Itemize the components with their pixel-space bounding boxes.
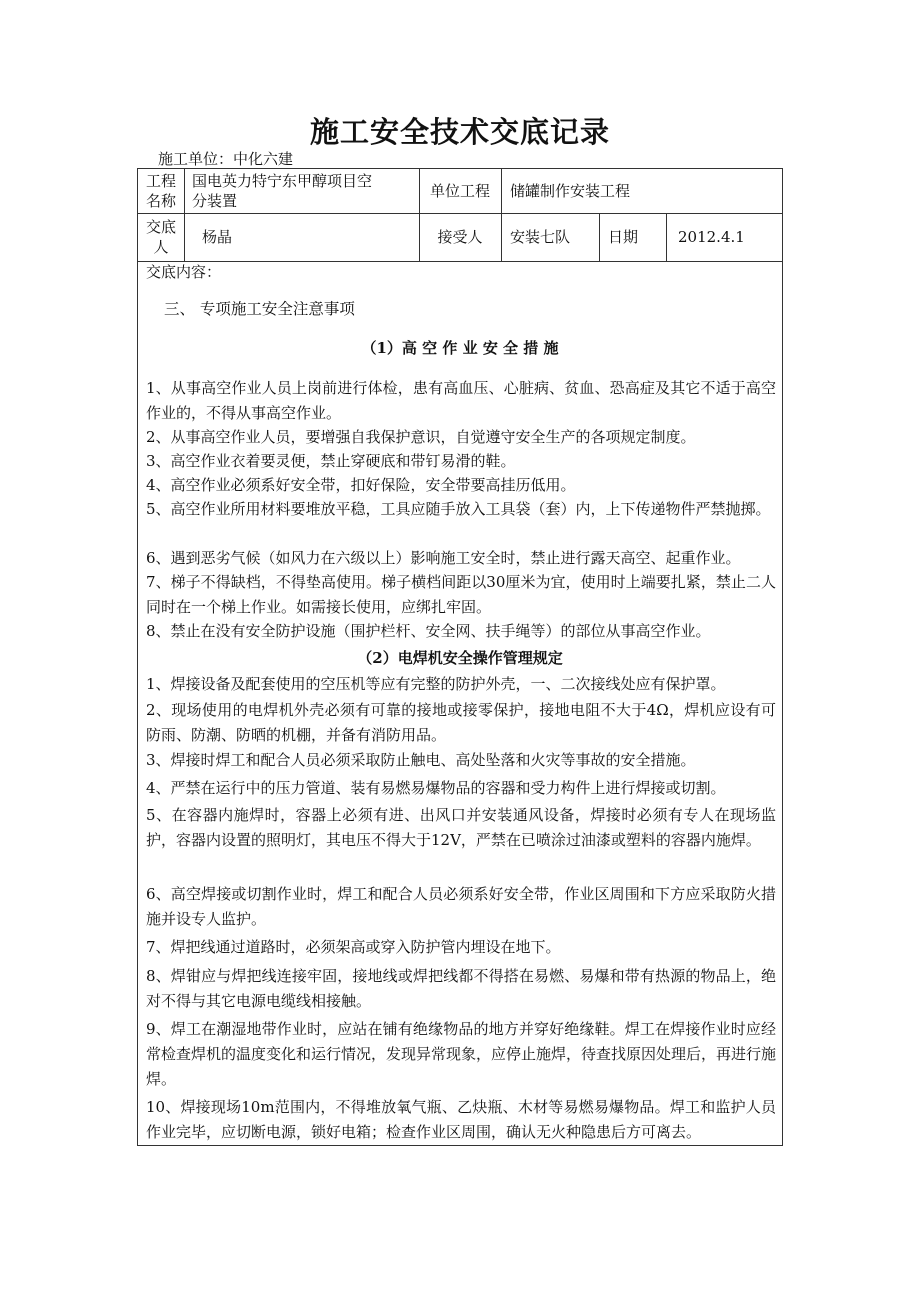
briefer-label-line1: 交底 <box>145 218 176 236</box>
list-item: 9、焊工在潮湿地带作业时，应站在铺有绝缘物品的地方并穿好绝缘鞋。焊工在焊接作业时应经常检查焊机的温度变化和运行情况，发现异常现象，应停止施焊，待查找原因处理后，再进行施焊。 <box>146 1020 777 1088</box>
row-divider <box>138 261 782 262</box>
date-label: 日期 <box>608 228 639 246</box>
project-label-line1: 工程 <box>145 172 176 190</box>
list-item: 4、严禁在运行中的压力管道、装有易燃易爆物品的容器和受力构件上进行焊接或切割。 <box>146 779 726 797</box>
construction-unit: 施工单位：中化六建 <box>158 150 294 168</box>
list-item: 3、焊接时焊工和配合人员必须采取防止触电、高处坠落和火灾等事故的安全措施。 <box>146 751 696 769</box>
list-item: 1、焊接设备及配套使用的空压机等应有完整的防护外壳，一、二次接线处应有保护罩。 <box>146 675 726 693</box>
project-label-line2: 名称 <box>145 192 176 210</box>
list-item: 6、遇到恶劣气候（如风力在六级以上）影响施工安全时，禁止进行露天高空、起重作业。 <box>146 549 741 567</box>
unit-project-label: 单位工程 <box>429 182 490 200</box>
receiver-value: 安装七队 <box>510 228 571 246</box>
project-label-cell <box>138 169 184 213</box>
list-item: 6、高空焊接或切割作业时，焊工和配合人员必须系好安全带，作业区周围和下方应采取防火措施并设专人监护。 <box>146 885 776 928</box>
project-name-line2: 分装置 <box>192 192 238 210</box>
page-title: 施工安全技术交底记录 <box>309 115 610 149</box>
subsection-heading-2: （2）电焊机安全操作管理规定 <box>357 649 563 667</box>
list-item: 3、高空作业衣着要灵便，禁止穿硬底和带钉易滑的鞋。 <box>146 452 516 470</box>
project-name-line1: 国电英力特宁东甲醇项目空 <box>192 172 373 190</box>
receiver-label: 接受人 <box>437 228 483 246</box>
subsection-heading-1: （1）高 空 作 业 安 全 措 施 <box>361 339 559 357</box>
list-item: 2、现场使用的电焊机外壳必须有可靠的接地或接零保护，接地电阻不大于4Ω，焊机应设有可防雨、防潮、防晒的机棚，并备有消防用品。 <box>146 701 776 744</box>
content-label: 交底内容： <box>146 263 222 281</box>
list-item: 5、在容器内施焊时，容器上必须有进、出风口并安装通风设备，焊接时必须有专人在现场监护，容器内设置的照明灯，其电压不得大于12V，严禁在已喷涂过油漆或塑料的容器内施焊。 <box>146 806 776 849</box>
list-item: 10、焊接现场10m范围内，不得堆放氧气瓶、乙炔瓶、木材等易燃易爆物品。焊工和监护人员作业完毕，应切断电源，锁好电箱；检查作业区周围，确认无火种隐患后方可离去。 <box>146 1098 776 1141</box>
record-table <box>137 168 783 1146</box>
unit-project-value: 储罐制作安装工程 <box>510 182 631 200</box>
list-item: 4、高空作业必须系好安全带，扣好保险，安全带要高挂历低用。 <box>146 476 576 494</box>
list-item: 7、焊把线通过道路时，必须架高或穿入防护管内埋设在地下。 <box>146 938 561 956</box>
list-item: 7、梯子不得缺档，不得垫高使用。梯子横档间距以30厘米为宜，使用时上端要扎紧，禁止二人同时在一个梯上作业。如需接长使用，应绑扎牢固。 <box>146 573 776 616</box>
list-item: 2、从事高空作业人员，要增强自我保护意识，自觉遵守安全生产的各项规定制度。 <box>146 428 696 446</box>
project-name-cell <box>192 169 417 213</box>
list-item: 5、高空作业所用材料要堆放平稳，工具应随手放入工具袋（套）内，上下传递物件严禁抛掷。 <box>146 500 771 518</box>
col-divider <box>501 169 502 261</box>
section-title: 三、 专项施工安全注意事项 <box>164 300 355 318</box>
date-value: 2012.4.1 <box>678 228 745 246</box>
list-item: 8、禁止在没有安全防护设施（围护栏杆、安全网、扶手绳等）的部位从事高空作业。 <box>146 622 711 640</box>
briefer-label-cell <box>138 213 184 261</box>
col-divider <box>599 213 600 261</box>
briefer-label-line2: 人 <box>153 238 169 256</box>
col-divider <box>184 169 185 261</box>
briefer-value: 杨晶 <box>202 228 233 246</box>
list-item: 8、焊钳应与焊把线连接牢固，接地线或焊把线都不得搭在易燃、易爆和带有热源的物品上，绝对不得与其它电源电缆线相接触。 <box>146 967 776 1010</box>
col-divider <box>666 213 667 261</box>
list-item: 1、从事高空作业人员上岗前进行体检，患有高血压、心脏病、贫血、恐高症及其它不适于高空作业的，不得从事高空作业。 <box>146 379 776 422</box>
